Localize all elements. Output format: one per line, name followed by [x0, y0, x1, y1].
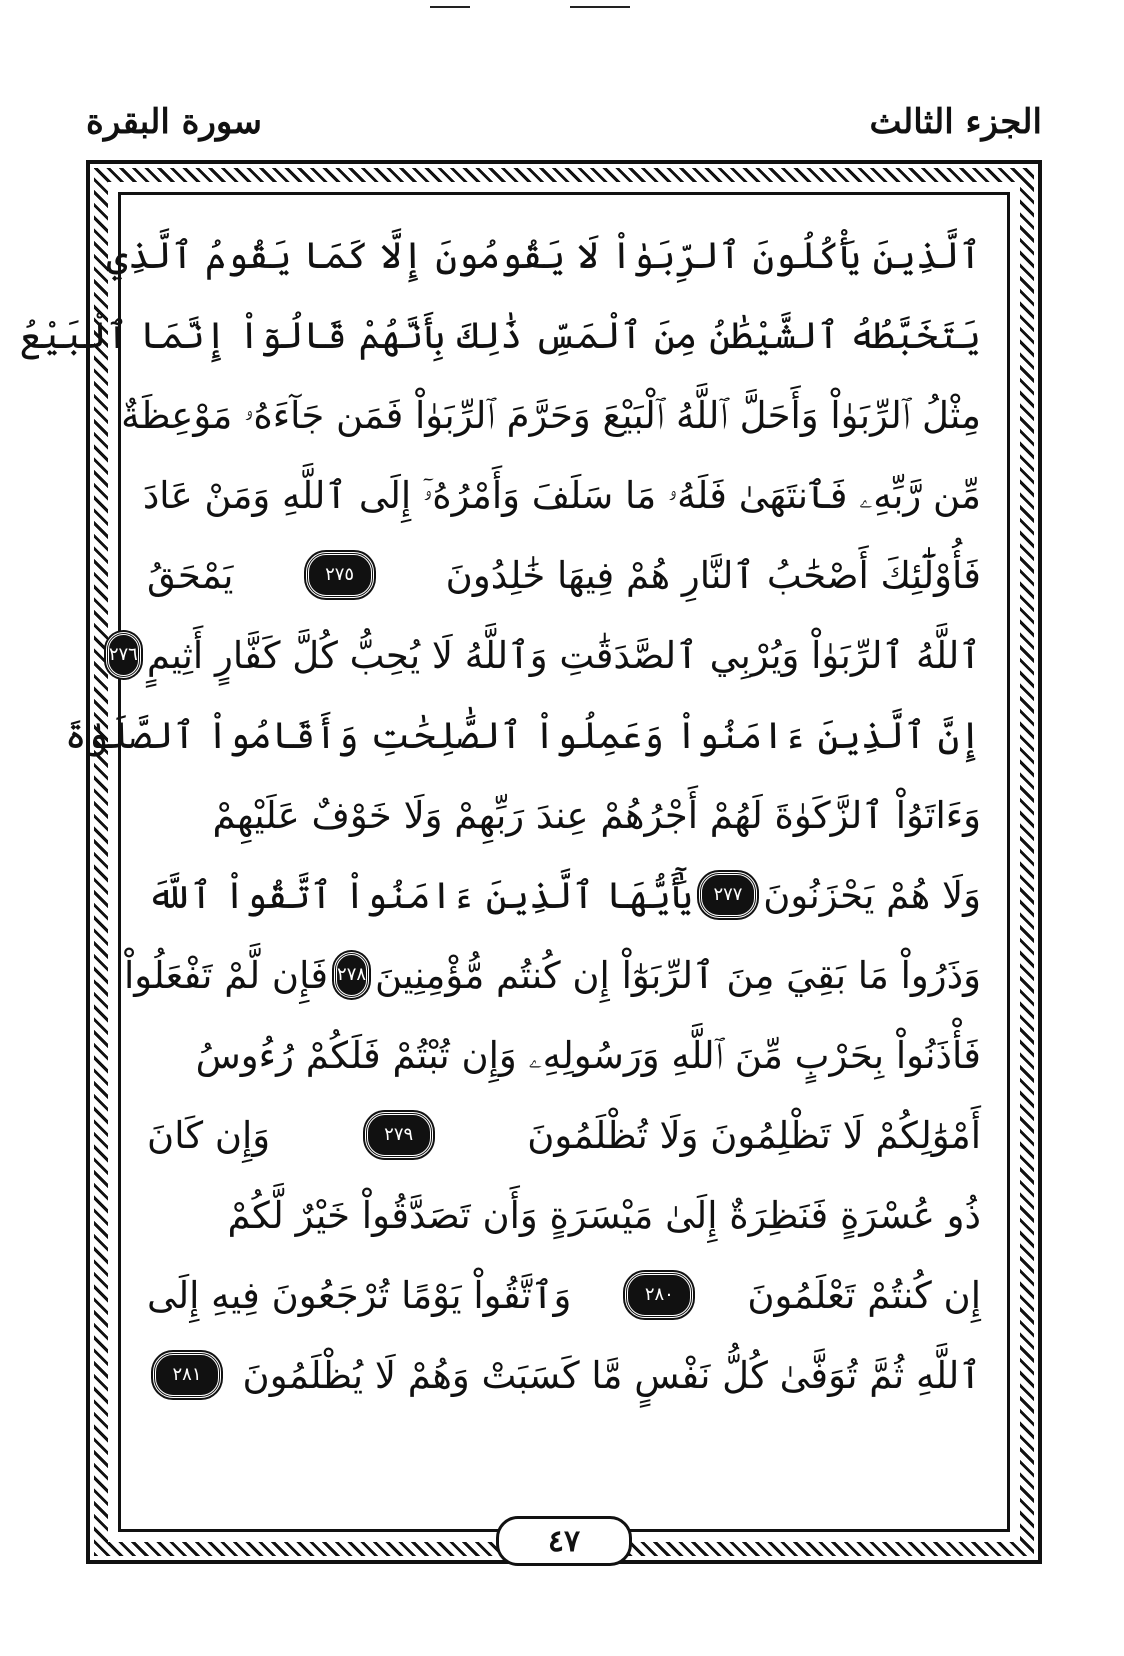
verse-line: [108, 615, 981, 695]
verse-text: يَمْحَقُ: [147, 553, 234, 597]
page-number: ٤٧: [496, 1516, 632, 1566]
page-frame: [19, 160, 1042, 1564]
verse-text: فَإِن لَّمْ تَفْعَلُواْ: [123, 953, 329, 997]
verse-line: [19, 295, 981, 375]
verse-line: [147, 535, 981, 615]
verse-text: وَٱتَّقُواْ يَوْمًا تُرْجَعُونَ فِيهِ إِلَى: [147, 1273, 572, 1317]
verse-text: يَتَخَبَّطُهُ ٱلشَّيْطَٰنُ مِنَ ٱلْمَسِّ ذَٰلِكَ بِأَنَّهُمْ قَالُوٓاْ إِنَّمَا ٱلْبَيْعُ: [19, 313, 981, 357]
verse-line: [64, 695, 981, 775]
verse-line: [147, 855, 981, 935]
verse-line: [123, 935, 981, 1015]
ayah-number-marker: ٢٧٧: [699, 872, 758, 918]
verse-text: يَٰٓأَيُّهَا ٱلَّذِينَ ءَامَنُواْ ٱتَّقُواْ ٱللَّهَ: [147, 873, 693, 917]
verse-text: مِثْلُ ٱلرِّبَوٰاْ وَأَحَلَّ ٱللَّهُ ٱلْبَيْعَ وَحَرَّمَ ٱلرِّبَوٰاْ فَمَن جَآءَهُۥ مَوْعِظَةٌ: [121, 393, 981, 437]
verse-line: [147, 1015, 981, 1095]
ayah-number-marker: ٢٧٥: [306, 552, 374, 598]
verse-text: ذُو عُسْرَةٍ فَنَظِرَةٌ إِلَىٰ مَيْسَرَةٍ وَأَن تَصَدَّقُواْ خَيْرٌ لَّكُمْ: [227, 1193, 981, 1237]
verse-text: فَأْذَنُواْ بِحَرْبٍ مِّنَ ٱللَّهِ وَرَسُولِهِۦ وَإِن تُبْتُمْ فَلَكُمْ رُءُوسُ: [195, 1033, 981, 1077]
ayah-number-marker: ٢٧٦: [106, 632, 141, 678]
verse-text: ٱللَّهِ ثُمَّ تُوَفَّىٰ كُلُّ نَفْسٍ مَّا كَسَبَتْ وَهُمْ لَا يُظْلَمُونَ: [242, 1353, 981, 1397]
juz-title: الجزء الثالث: [869, 102, 1042, 142]
verse-line: [147, 1175, 981, 1255]
verse-line: [147, 1335, 981, 1415]
verse-text: فَأُوْلَٰٓئِكَ أَصْحَٰبُ ٱلنَّارِ هُمْ فِيهَا خَٰلِدُونَ: [445, 553, 981, 597]
verse-line: [147, 1095, 981, 1175]
verse-line: [147, 1255, 981, 1335]
verse-line: [121, 375, 981, 455]
verse-line: [142, 455, 981, 535]
ayah-number-marker: ٢٧٩: [365, 1112, 433, 1158]
ayah-number-marker: ٢٨١: [153, 1352, 221, 1398]
top-print-marks: [430, 0, 730, 14]
verse-text: وَءَاتَوُاْ ٱلزَّكَوٰةَ لَهُمْ أَجْرُهُمْ عِندَ رَبِّهِمْ وَلَا خَوْفٌ عَلَيْهِمْ: [212, 793, 981, 837]
verse-text: وَذَرُواْ مَا بَقِيَ مِنَ ٱلرِّبَوٰٓاْ إِن كُنتُم مُّؤْمِنِينَ: [375, 953, 981, 997]
verse-text: أَمْوَٰلِكُمْ لَا تَظْلِمُونَ وَلَا تُظْلَمُونَ: [527, 1113, 981, 1157]
ayah-number-marker: ٢٧٨: [334, 952, 369, 998]
verse-text: ٱلَّذِينَ يَأْكُلُونَ ٱلرِّبَوٰاْ لَا يَقُومُونَ إِلَّا كَمَا يَقُومُ ٱلَّذِي: [106, 233, 981, 277]
verse-text: إِنَّ ٱلَّذِينَ ءَامَنُواْ وَعَمِلُواْ ٱلصَّٰلِحَٰتِ وَأَقَامُواْ ٱلصَّلَوٰةَ: [64, 713, 981, 757]
verse-text: ٱللَّهُ ٱلرِّبَوٰاْ وَيُرْبِي ٱلصَّدَقَٰتِ وَٱللَّهُ لَا يُحِبُّ كُلَّ كَفَّارٍ أَثِيمٍ: [146, 633, 981, 677]
surah-title: سورة البقرة: [86, 102, 262, 142]
verse-text: وَلَا هُمْ يَحْزَنُونَ: [763, 873, 981, 917]
verse-text: وَإِن كَانَ: [147, 1113, 271, 1157]
ayah-number-marker: ٢٨٠: [625, 1272, 693, 1318]
text-area: [19, 192, 1010, 1532]
page-header: [86, 96, 1042, 156]
verse-line: [106, 215, 981, 295]
verse-text: مِّن رَّبِّهِۦ فَٱنتَهَىٰ فَلَهُۥ مَا سَلَفَ وَأَمْرُهُۥٓ إِلَى ٱللَّهِ وَمَنْ عَادَ: [142, 473, 981, 517]
verse-line: [147, 775, 981, 855]
verse-lines: [19, 215, 981, 1415]
verse-text: إِن كُنتُمْ تَعْلَمُونَ: [747, 1273, 981, 1317]
